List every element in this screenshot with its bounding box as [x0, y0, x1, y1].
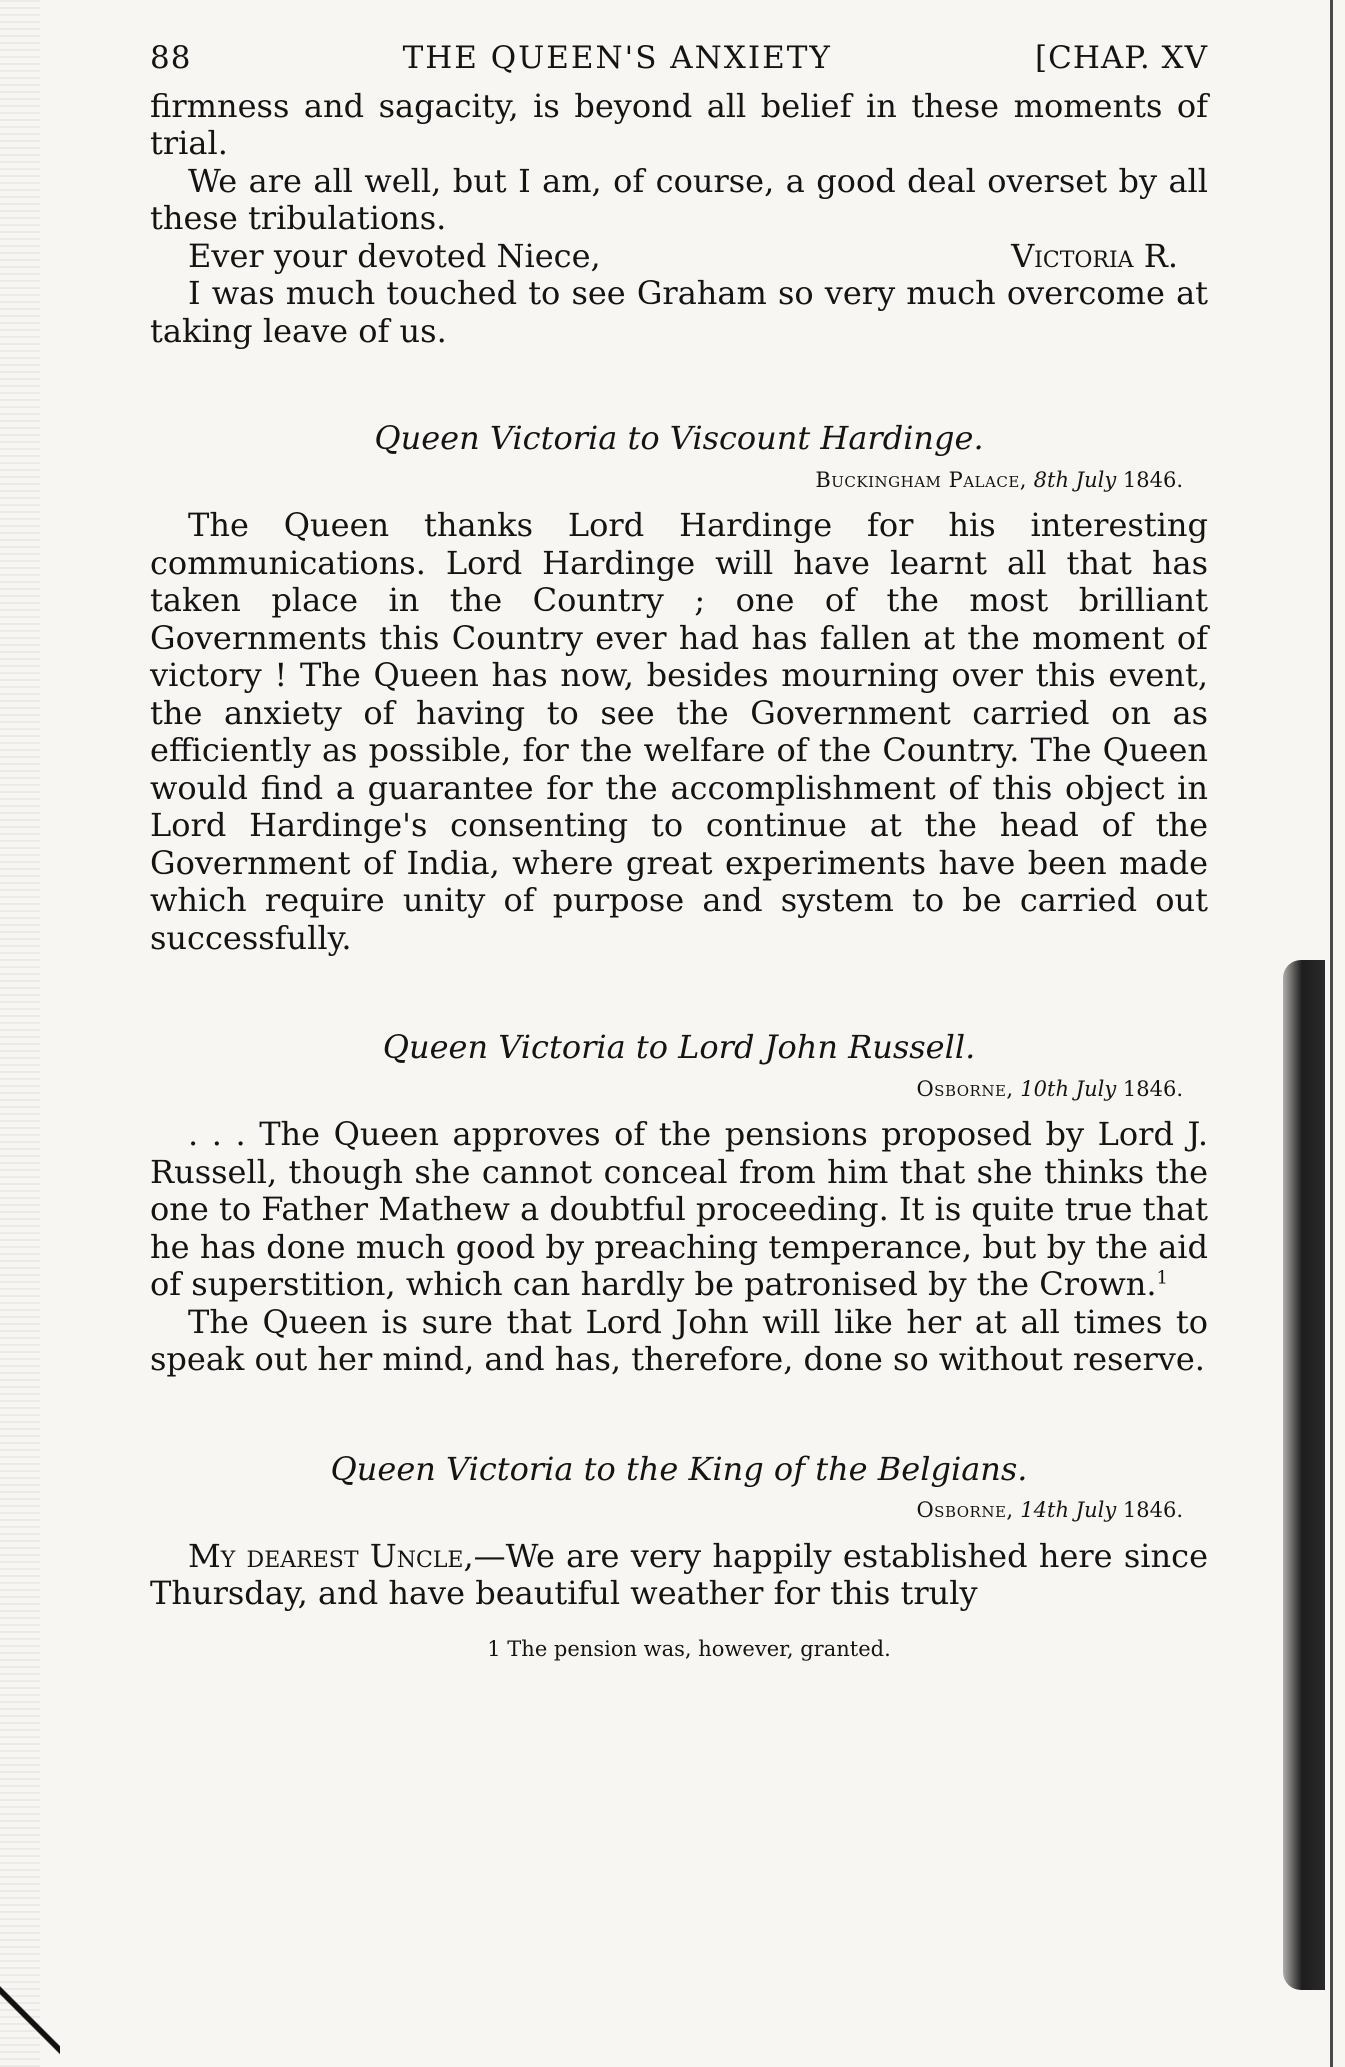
letter1-date-year: 1846.	[1122, 467, 1183, 492]
scan-speckle-left	[0, 0, 40, 2067]
letter3-date-ordinal: 14th	[1020, 1498, 1069, 1522]
scan-corner-mark	[0, 1967, 60, 2067]
footnote-text: The pension was, however, granted.	[507, 1636, 891, 1661]
letter2-heading: Queen Victoria to Lord John Russell.	[382, 1028, 976, 1066]
letter3-date-year: 1846.	[1122, 1498, 1183, 1522]
footnote-number: 1	[487, 1636, 501, 1661]
footnote-reference: 1	[1156, 1267, 1168, 1289]
letter2-date-ordinal: 10th	[1020, 1076, 1069, 1101]
signoff-closing: Ever your devoted Niece,	[188, 236, 601, 275]
letter2-date-month: July	[1075, 1076, 1117, 1101]
scan-edge-line	[1330, 0, 1333, 2067]
scan-page-edge-shadow	[1283, 960, 1325, 1990]
running-header	[150, 40, 1208, 78]
book-page	[150, 40, 1208, 1668]
letter1-place: Buckingham Palace,	[815, 467, 1027, 492]
letter3-date-month: July	[1075, 1498, 1117, 1522]
letter3-body-text: —We are very happily established here since Thursday, and have beautiful weather for this truly	[150, 1536, 1208, 1612]
signoff-signature: Victoria R.	[1011, 236, 1178, 275]
letter3-place: Osborne,	[916, 1498, 1014, 1522]
letter1-heading: Queen Victoria to Viscount Hardinge.	[374, 419, 984, 457]
page-number: 88	[150, 40, 192, 76]
chapter-label: [CHAP. XV	[1035, 40, 1208, 76]
letter2-dateline	[150, 1071, 1208, 1109]
letter2-place: Osborne,	[916, 1076, 1014, 1101]
signoff	[150, 238, 1208, 276]
letter2-body-1-text: . . . The Queen approves of the pensions proposed by Lord J. Russell, though she cannot conceal from him that she thinks the one to Father Mathew a doubtful proceeding. It is quite true that he has done much good by preaching temperance, but by the aid of superstition, which can hardly be patronised by the Crown.	[150, 1115, 1208, 1303]
letter3-salutation: My dearest Uncle,	[188, 1536, 474, 1575]
running-title: THE QUEEN'S ANXIETY	[402, 40, 832, 76]
letter2-date-year: 1846.	[1122, 1076, 1183, 1101]
letter1-dateline	[150, 462, 1208, 500]
letter3-body	[150, 1538, 1208, 1613]
postscript: I was much touched to see Graham so very much overcome at taking leave of us.	[150, 274, 1208, 350]
footnote	[150, 1631, 1208, 1669]
letter3-heading: Queen Victoria to the King of the Belgians.	[330, 1449, 1028, 1488]
letter2-body-1	[150, 1116, 1208, 1304]
letter3-dateline	[150, 1492, 1208, 1530]
intro-paragraph-2: We are all well, but I am, of course, a good deal overset by all these tribulations.	[150, 161, 1208, 237]
letter1-date-ordinal: 8th	[1033, 467, 1069, 492]
letter1-body: The Queen thanks Lord Hardinge for his interesting communications. Lord Hardinge will have learnt all that has taken place in the Country ; one of the most brilliant Governments this Country ever had has fallen at the moment of victory ! The Queen has now, besides mourning over this event, the anxiety of having to see the Government carried on as efficiently as possible, for the welfare of the Country. The Queen would find a guarantee for the accomplishment of this object in Lord Hardinge's consenting to continue at the head of the Government of India, where great experiments have been made which require unity of purpose and system to be carried out successfully.	[150, 506, 1208, 957]
letter2-body-2: The Queen is sure that Lord John will like her at all times to speak out her mind, and has, therefore, done so without reserve.	[150, 1302, 1208, 1378]
intro-paragraph-1: firmness and sagacity, is beyond all belief in these moments of trial.	[150, 86, 1208, 162]
letter1-date-month: July	[1075, 467, 1117, 492]
